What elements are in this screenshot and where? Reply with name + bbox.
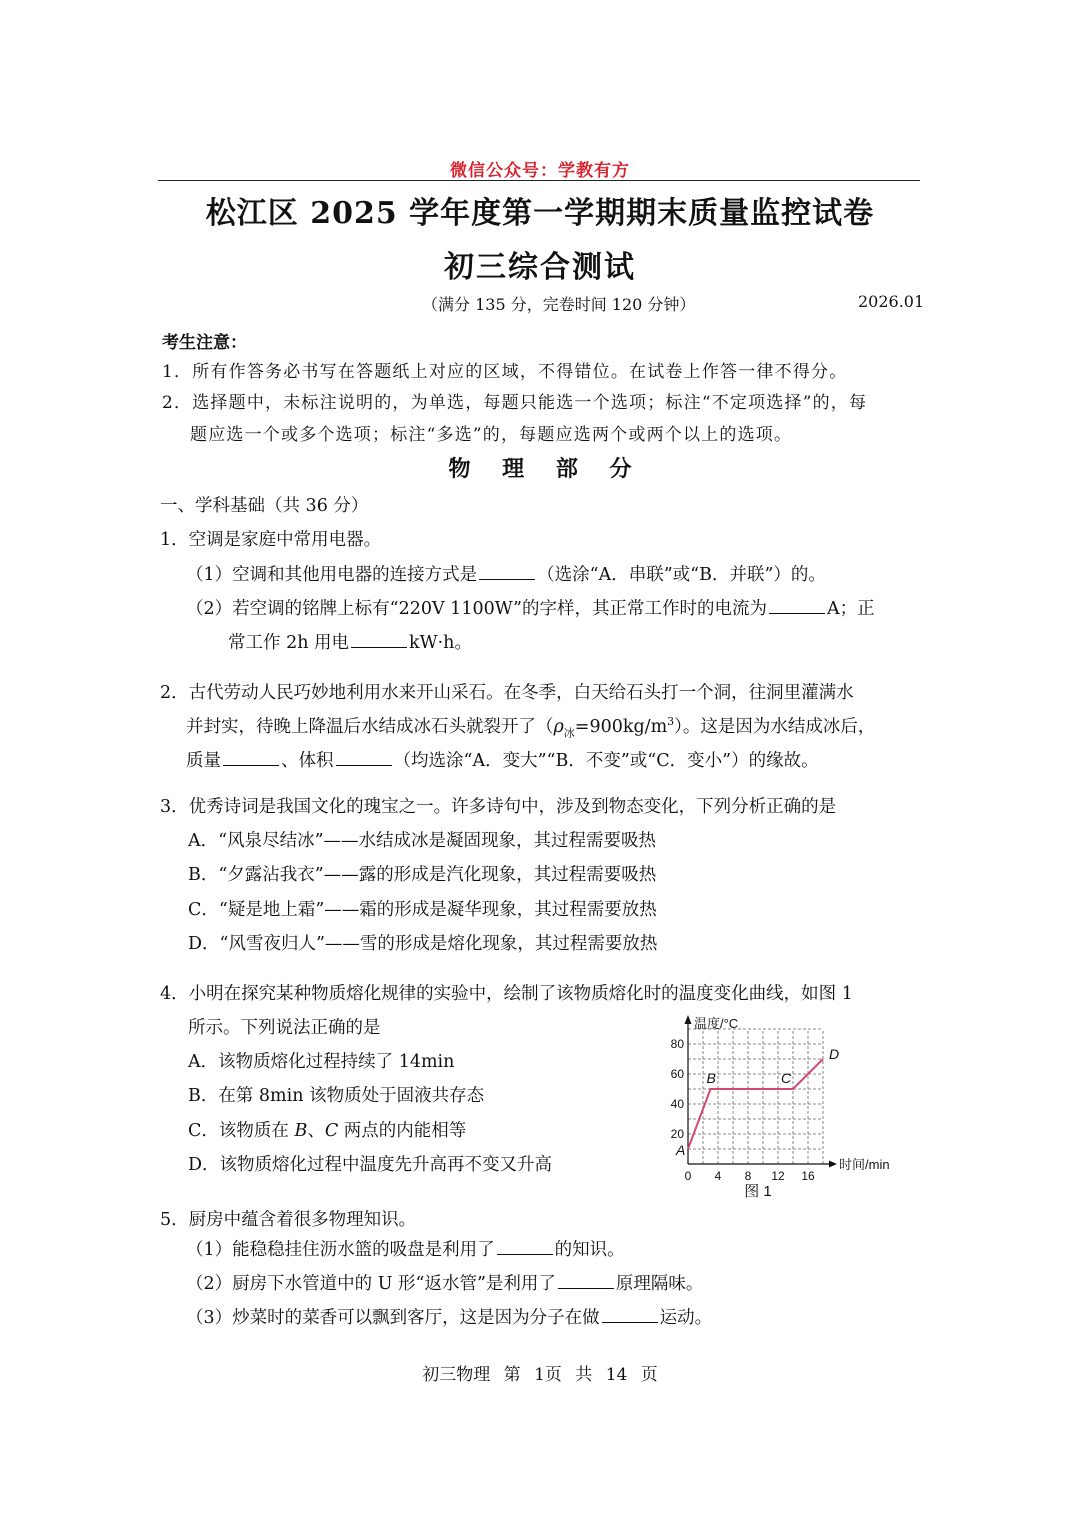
x-axis-label: 时间/min	[839, 1157, 890, 1172]
q1-p2-text-end: A；正	[826, 599, 875, 619]
point-label: B	[706, 1070, 716, 1086]
answer-blank[interactable]	[336, 751, 392, 766]
header-rule	[158, 180, 920, 181]
q2-line1: 2．古代劳动人民巧妙地利用水来开山采石。在冬季，白天给石头打一个洞，往洞里灌满水	[160, 683, 854, 703]
point-label: C	[781, 1070, 792, 1086]
q3-option-b[interactable]: B．“夕露沾我衣”——露的形成是汽化现象，其过程需要吸热	[188, 865, 657, 885]
notice-item-2: 2．选择题中，未标注说明的，为单选，每题只能选一个选项；标注“不定项选择”的，每	[162, 393, 868, 413]
y-tick-label: 40	[670, 1097, 684, 1111]
q4-c-text: C．该物质在	[188, 1121, 295, 1141]
q1-p2-text: （2）若空调的铭牌上标有“220V 1100W”的字样，其正常工作时的电流为	[186, 599, 767, 619]
x-tick-label: 12	[771, 1169, 785, 1183]
q3-option-c[interactable]: C．“疑是地上霜”——霜的形成是凝华现象，其过程需要放热	[188, 900, 657, 920]
q4-option-a[interactable]: A．该物质熔化过程持续了 14min	[188, 1052, 455, 1072]
q5-p1-end: 的知识。	[554, 1240, 625, 1260]
q1-p1-text-end: （选涂“A．串联”或“B．并联”）的。	[537, 565, 826, 585]
q2-density: =900kg/m	[574, 717, 668, 737]
rho-symbol: ρ	[553, 717, 564, 737]
watermark: 微信公众号：学教有方	[450, 161, 630, 181]
q1-p1-text: （1）空调和其他用电器的连接方式是	[186, 565, 478, 585]
q5-p2-text: （2）厨房下水管道中的 U 形“返水管”是利用了	[186, 1274, 556, 1294]
q1-stem: 1．空调是家庭中常用电器。	[160, 530, 382, 550]
q5-p3-end: 运动。	[659, 1308, 713, 1328]
point-c-label: C	[324, 1121, 339, 1141]
y-axis-arrow	[685, 1015, 692, 1024]
q2-l3-end: （均选涂“A．变大”“B．不变”或“C．变小”）的缘故。	[393, 751, 819, 771]
q3-option-d[interactable]: D．“风雪夜归人”——雪的形成是熔化现象，其过程需要放热	[188, 934, 658, 954]
x-tick-label: 16	[801, 1169, 815, 1183]
point-label: D	[829, 1046, 840, 1062]
answer-blank[interactable]	[497, 1240, 553, 1255]
point-label: A	[676, 1142, 686, 1158]
q5-part3	[186, 1304, 712, 1329]
exam-date: 2026.01	[858, 292, 925, 311]
q4-line1: 4．小明在探究某种物质熔化规律的实验中，绘制了该物质熔化时的温度变化曲线，如图 1	[160, 984, 853, 1004]
q3-stem: 3．优秀诗词是我国文化的瑰宝之一。许多诗句中，涉及到物态变化，下列分析正确的是	[160, 797, 837, 817]
q1-p3-text-end: kW·h。	[409, 633, 472, 653]
rho-subscript: 冰	[563, 726, 575, 740]
q4-c-sep: 、	[307, 1121, 325, 1141]
point-b-label: B	[294, 1121, 308, 1141]
q4-option-d[interactable]: D．该物质熔化过程中温度先升高再不变又升高	[188, 1155, 553, 1175]
q1-part2-cont	[228, 629, 472, 654]
x-tick-label: 8	[744, 1169, 752, 1183]
q5-part1	[186, 1236, 625, 1261]
section-title: 物 理 部 分	[448, 456, 632, 482]
q1-part2	[186, 595, 875, 620]
q5-p3-text: （3）炒菜时的菜香可以飘到客厅，这是因为分子在做	[186, 1308, 600, 1328]
q2-line2	[186, 713, 875, 741]
x-axis-arrow	[829, 1161, 837, 1168]
q2-l2-end: ）。这是因为水结成冰后，	[674, 717, 876, 737]
melting-chart	[660, 1012, 900, 1202]
notice-item-1: 1．所有作答务必书写在答题纸上对应的区域，不得错位。在试卷上作答一律不得分。	[162, 362, 848, 382]
page-subtitle: 初三综合测试	[444, 250, 636, 285]
figure-1	[660, 1012, 900, 1202]
q2-superscript: 3	[667, 715, 675, 729]
y-tick-label: 80	[670, 1037, 684, 1051]
q2-l3-text: 质量	[186, 751, 221, 771]
page-title: 松江区 2025 学年度第一学期期末质量监控试卷	[205, 196, 875, 231]
q2-line3	[186, 747, 819, 772]
y-tick-label: 60	[670, 1067, 684, 1081]
notice-heading: 考生注意：	[162, 333, 247, 353]
answer-blank[interactable]	[351, 633, 407, 648]
notice-item-2-cont: 题应选一个或多个选项；标注“多选”的，每题应选两个或两个以上的选项。	[190, 425, 793, 445]
x-tick-label: 4	[714, 1169, 722, 1183]
q1-p3-text: 常工作 2h 用电	[228, 633, 350, 653]
answer-blank[interactable]	[479, 565, 535, 580]
y-tick-label: 20	[670, 1127, 684, 1141]
x-tick-label: 0	[684, 1169, 692, 1183]
y-axis-label: 温度/°C	[694, 1016, 739, 1031]
q4-option-c[interactable]	[188, 1117, 466, 1142]
q5-stem: 5．厨房中蕴含着很多物理知识。	[160, 1210, 417, 1230]
answer-blank[interactable]	[558, 1274, 614, 1289]
q2-l2-text: 并封实，待晚上降温后水结成冰石头就裂开了（	[186, 717, 554, 737]
q1-part1	[186, 561, 826, 586]
q4-line2: 所示。下列说法正确的是	[188, 1018, 381, 1038]
figure-caption: 图 1	[744, 1183, 772, 1200]
q5-p1-text: （1）能稳稳挂住沥水篮的吸盘是利用了	[186, 1240, 495, 1260]
answer-blank[interactable]	[602, 1308, 658, 1323]
answer-blank[interactable]	[769, 599, 825, 614]
q4-option-b[interactable]: B．在第 8min 该物质处于固液共存态	[188, 1086, 485, 1106]
q5-p2-end: 原理隔味。	[615, 1274, 704, 1294]
answer-blank[interactable]	[223, 751, 279, 766]
q4-c-end: 两点的内能相等	[338, 1121, 467, 1141]
q2-l3-mid: 、体积	[281, 751, 334, 771]
q3-option-a[interactable]: A．“风泉尽结冰”——水结成冰是凝固现象，其过程需要吸热	[188, 831, 657, 851]
q5-part2	[186, 1270, 703, 1295]
exam-meta: （满分 135 分，完卷时间 120 分钟）	[422, 295, 696, 314]
part-heading: 一、学科基础（共 36 分）	[160, 496, 369, 516]
page-footer: 初三物理 第 1页 共 14 页	[422, 1365, 658, 1385]
